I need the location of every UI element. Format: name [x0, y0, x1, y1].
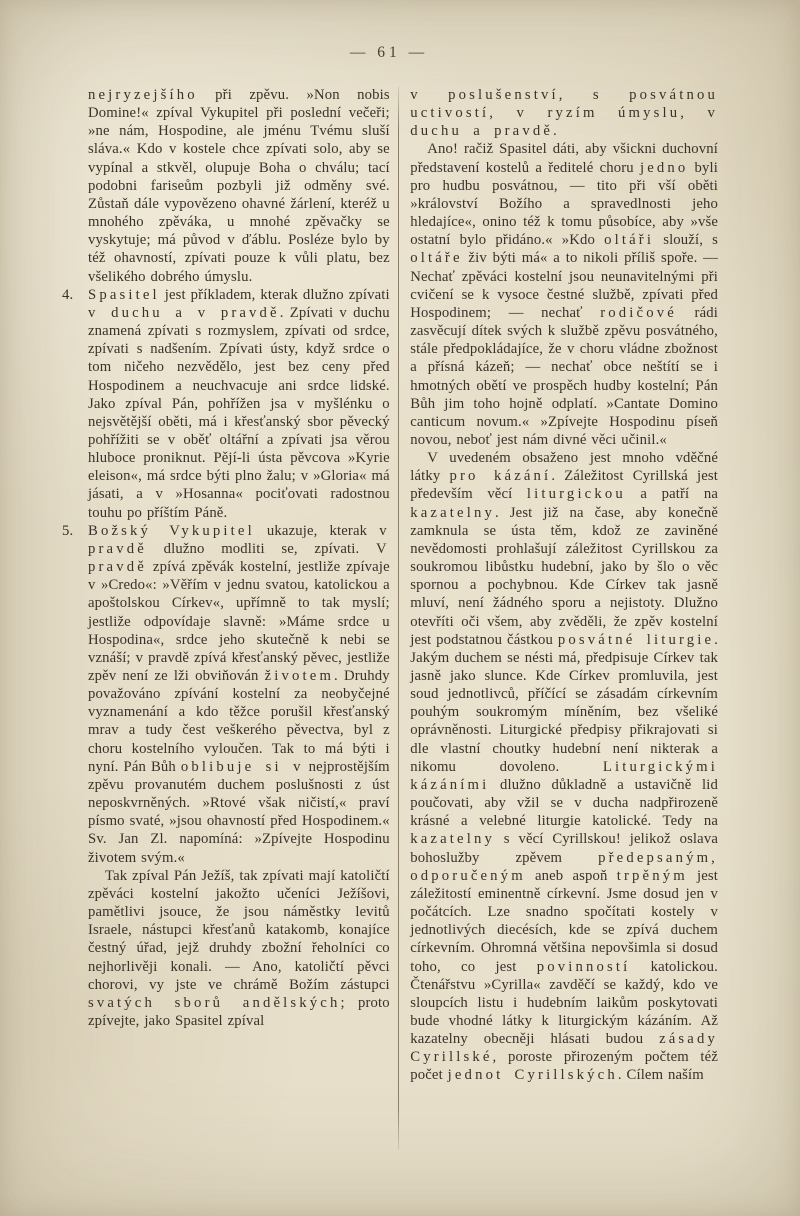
body-text: dlužno modliti se, zpívati.	[146, 540, 376, 557]
list-item-number: 5.	[62, 522, 74, 539]
column-left	[62, 86, 390, 1030]
body-text: , poroste přirozeným počtem též počet	[410, 1049, 718, 1084]
emphasized-text: kazatelny	[410, 831, 495, 848]
emphasized-text: v poslušenství, s posvátnou uctivostí, v ryzím úmyslu, v duchu a pravdě.	[410, 87, 718, 140]
body-text: s věcí Cyrillskou! jelikož oslava bohoslužby zpěvem	[410, 831, 718, 866]
emphasized-text: liturgickou	[526, 486, 626, 503]
emphasized-text: Božský Vykupitel	[88, 522, 255, 539]
body-text: jest příkladem, kterak dlužno zpívati	[159, 286, 390, 303]
body-text: . Jakým duchem se nésti má, předpisuje Církev tak jasně jako slunce. Kde Církev promluvila, jest soud jednotlivců, příčící se zásadám církevním pouhým soukromým míněním, bez všeliké oprávněnosti. Liturgické předpisy přikrajovati si dle vlastní choutky hudební není nikterak a nikomu dovoleno.	[410, 631, 718, 775]
body-text: katolickou. Čtenářstvu »Cyrilla« zavděčí se každý, kdo ve sloupcích listu i hudebním laikům poskytovati bude vhodné látky k liturgickým kázáním. Až kazatelny obecněji hlásati budou	[410, 958, 718, 1048]
list-item-number: 4.	[62, 286, 74, 303]
emphasized-text: posvátné liturgie	[557, 631, 715, 648]
emphasized-text: pro kázání	[449, 468, 552, 485]
emphasized-text: zásady Cyrillské	[410, 1031, 718, 1066]
column-divider	[398, 86, 400, 1150]
emphasized-text: V pravdě	[88, 540, 390, 576]
emphasized-text: oltáře	[410, 250, 463, 267]
body-text: a patří na	[625, 486, 718, 503]
emphasized-text: předepsaným, odporučeným	[410, 849, 718, 884]
body-text: byli pro hudbu posvátnou, — tito při vší oběti »království Božího a spravedlnosti jeho hledajíce«, onino též k tomu působíce, aby »vše ostatní bylo přidáno.« »Kdo	[410, 159, 718, 249]
numbered-paragraph	[62, 286, 390, 522]
body-text: jest záležitostí eminentně církevní. Jsme dosud jen v počátcích. Lze snadno spočítati kostely v jednotlivých diecésích, kde se zpívá duchem církevním. Ohromná většina nepovšimla si dosud toho, co jest	[410, 867, 718, 975]
body-text: při zpěvu. »Non nobis Domine!« zpíval Vykupitel při poslední večeři; »ne nám, Hospodine, ale jménu Tvému sluší sláva.« Kdo v kostele chce zpívati solo, aby se vypínal a stkvěl, olupuje Boha o chválu; tací podobni fariseům pozbyli již odměny své. Zůstaň dále vypovězeno ohavné žárlení, kteréž u mnohého zpěváka, u mnohé zpěvačky se vyskytuje; má původ v ďáblu. Posléze bylo by též ohavností, zpívati pouze k vůli platu, bez všelikého dobrého úmyslu.	[88, 87, 390, 285]
body-text: . Druhdy považováno zpívání kostelní za neobyčejné vyznamenání a kdo těžce porušil křesťanský mrav a tudy čest veškerého pěvectva, byl z choru kostelního vyloučen. Tak to má býti i nyní. Pán Bůh	[88, 668, 390, 775]
body-text: aneb aspoň	[525, 867, 617, 884]
paragraph	[410, 86, 718, 140]
page-number: — 61 —	[349, 44, 429, 61]
column-right	[410, 86, 718, 1085]
paragraph	[410, 140, 718, 449]
body-text: rádi zasvěcují dítek svých k službě zpěvu posvátného, stále předpokládajíce, že v choru vládne zbožnost a přísná kázeň; — nechať obce neštítí se i hmotných obětí ve prospěch hudby kostelní; Pán Bůh jim toho hojně odplatí. »Cantate Domino canticum novum.« »Zpívejte Hospodinu píseň novou, neboť jest nám divné věci učinil.«	[410, 304, 718, 448]
body-text: . Záležitost Cyrillská jest především věcí	[410, 468, 718, 503]
body-text: . Jest již na čase, aby konečně zamknula se ústa těm, kdož ze zaviněné nevědomosti prohlašují záležitost Cyrillskou za soukromou libůstku hudební, jako by šlo o věc spornou a pochybnou. Kde Církev tak jasně mluví, není žádného sporu a nejistoty. Dlužno otevříti oči všem, aby zvěděli, že zpěv kostelní jest podstatnou částkou	[410, 504, 718, 648]
body-text: ; proto zpívejte, jako Spasitel zpíval	[88, 994, 390, 1029]
emphasized-text: Spasitel	[88, 286, 160, 303]
emphasized-text: rodičové	[600, 304, 677, 321]
paragraph	[410, 449, 718, 1084]
body-text: . Cílem naším	[617, 1067, 704, 1084]
body-text: ukazuje, kterak	[254, 522, 380, 539]
paragraph	[88, 867, 390, 1030]
emphasized-text: nejryzejšího	[88, 87, 198, 103]
emphasized-text: trpěným	[616, 867, 688, 884]
numbered-paragraph	[62, 522, 390, 867]
body-text: slouží, s	[654, 232, 718, 249]
emphasized-text: v duchu a v pravdě	[88, 304, 280, 321]
emphasized-text: povinností	[536, 958, 631, 975]
emphasized-text: oltáři	[604, 232, 655, 249]
body-text: živ býti má« a to nikoli příliš spoře. — Nechať zpěváci kostelní jsou neunavitelnými při cvičení se k vysoce čestné službě, zpívati před Hospodinem; — nechať	[410, 250, 718, 321]
text-columns	[62, 86, 718, 1150]
emphasized-text: jedno	[639, 159, 689, 176]
body-text: V uvedeném obsaženo jest mnoho vděčné látky	[410, 450, 718, 485]
body-text: Ano! račiž Spasitel dáti, aby všickni duchovní představení kostelů a ředitelé choru	[410, 141, 718, 176]
body-text: zpívá zpěvák kostelní, jestliže zpívaje v »Credo«: »Věřím v jednu svatou, katolickou a apoštolskou Církev«, upřímně to tak myslí; jestliže odpovídaje slavně: »Máme srdce u Hospodina«, srdce jeho skutečně k nebi se vznáší; v pravdě zpívá křesťanský pěvec, jestliže zpěv není ze lži obviňován	[88, 559, 390, 684]
body-text: . Zpívati v duchu znamená zpívati s rozmyslem, zpívati od srdce, zpívati s nadšením. Zpívati ústy, když srdce o tom ničeho nezvědělo, jest bez ceny před Hospodinem a neuchvacuje ani srdce lidské. Jako zpíval Pán, pohřížen jsa v myšlénku o nejsvětější oběti, má i křesťanský sbor pěvecký pohřížiti se v oběť oltářní a zpívati jsa věrou hluboce proniknut. Pějí-li ústa pěvcova »Kyrie eleison«, má srdce býti plno žalu; v »Gloria« má jásati, a v »Hosanna« pociťovati radostnou touhu po příštím Páně.	[88, 304, 390, 521]
emphasized-text: v pravdě	[88, 522, 390, 557]
paragraph	[88, 86, 390, 286]
emphasized-text: Liturgickými kázáními	[410, 758, 718, 793]
body-text: dlužno důkladně a ustavičně lid poučovati, aby vžil se v ducha nadpřirozeně krásné a velebné liturgie katolické. Tedy na	[410, 776, 718, 830]
emphasized-text: oblibuje si v	[180, 758, 304, 775]
emphasized-text: kazatelny	[410, 504, 495, 521]
emphasized-text: jednot Cyrillských	[447, 1067, 618, 1084]
body-text: Tak zpíval Pán Ježíš, tak zpívati mají katoličtí zpěváci kostelní jakožto učeníci Ježíšovi, pamětlivi jsouce, že jsou náměstky levitů Israele, nástupci křesťanů katakomb, konajíce čestný úřad, jejž druhdy zbožní řeholníci co nejhorlivěji konali. — Ano, katoličtí pěvci chorovi, vy jste ve chrámě Božím zástupci	[88, 867, 390, 993]
emphasized-text: životem	[264, 668, 335, 684]
body-text: nejprostějším zpěvu provanutém duchem poslušnosti z úst neposkvrněných. »Rtové však ničistí,« praví písmo svaté, »jsou ohavností před Hospodinem.« Sv. Jan Zl. napomíná: »Zpívejte Hospodinu životem svým.«	[88, 758, 390, 866]
emphasized-text: svatých sborů andělských	[88, 994, 341, 1011]
